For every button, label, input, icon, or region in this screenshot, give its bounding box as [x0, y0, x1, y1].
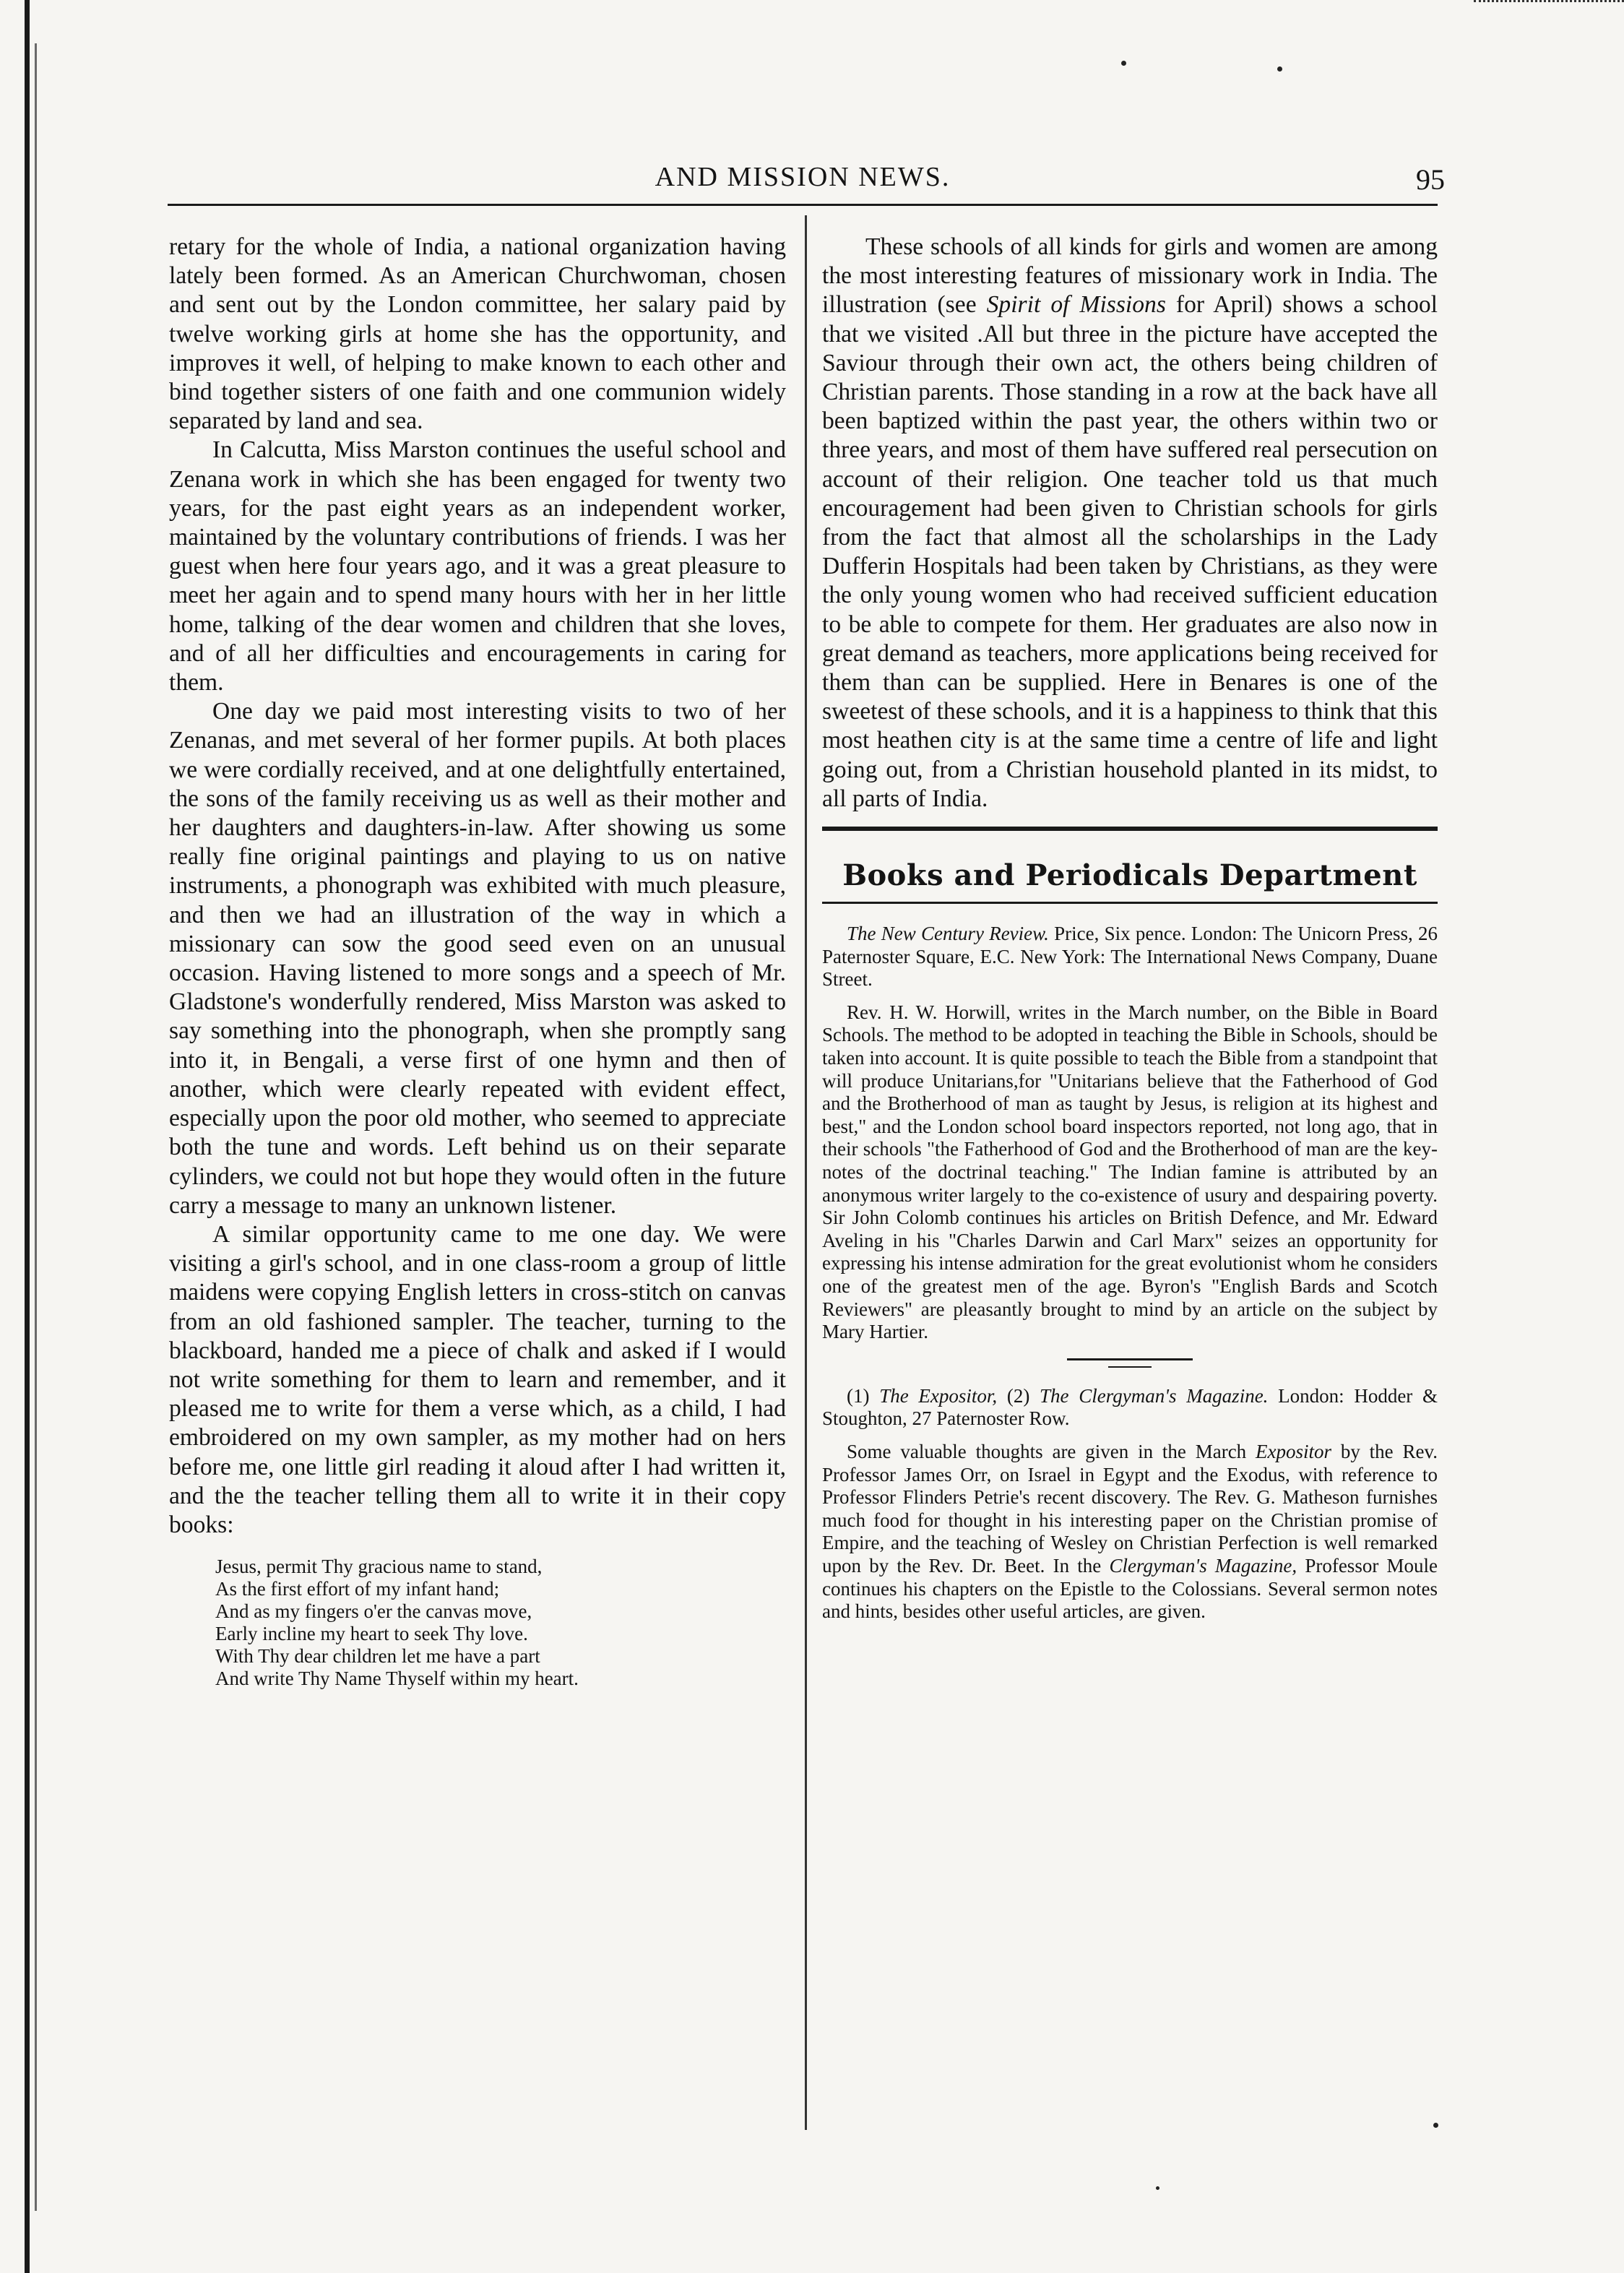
- verse-line: As the first effort of my infant hand;: [215, 1578, 500, 1600]
- scan-speck: [1156, 2186, 1159, 2190]
- italic-title: Spirit of Missions: [986, 291, 1166, 319]
- verse-line: Early incline my heart to seek Thy love.: [215, 1623, 528, 1645]
- section-rule: [822, 827, 1438, 831]
- scan-speck: [1277, 66, 1282, 72]
- left-column: [169, 233, 786, 1690]
- review-citation: (1) The Expositor, (2) The Clergyman's Magazine. London: Hodder & Stoughton, 27 Paternoster Row.: [822, 1384, 1438, 1430]
- publication-title: The Expositor,: [879, 1384, 998, 1407]
- header-rule: [168, 204, 1438, 206]
- verse-line: And as my fingers o'er the canvas move,: [215, 1600, 532, 1623]
- right-column: [822, 233, 1438, 1623]
- review-citation: The New Century Review. Price, Six pence. London: The Unicorn Press, 26 Paternoster Square, E.C. New York: The International News Company, Duane Street.: [822, 923, 1438, 991]
- verse-line: With Thy dear children let me have a part: [215, 1645, 540, 1668]
- separator-rule: [1067, 1358, 1193, 1360]
- review-body: Some valuable thoughts are given in the March Expositor by the Rev. Professor James Orr, on Israel in Egypt and the Exodus, with reference to Professor Flinders Petrie's recent discovery. The Rev. G. Matheson furnishes much food for thought in his interesting paper on the Christian promise of Empire, and the teaching of Wesley on Christian Perfection is well remarked upon by the Rev. Dr. Beet. In the Clergyman's Magazine, Professor Moule continues his chapters on the Epistle to the Colossians. Several sermon notes and hints, besides other useful articles, are given.: [822, 1440, 1438, 1623]
- paragraph: retary for the whole of India, a national organization having lately been formed. As an American Churchwoman, chosen and sent out by the London committee, her salary paid by twelve working girls at home she has the opportunity, and improves it well, of helping to make known to each other and bind together sisters of one faith and one communion widely separated by land and sea.: [169, 233, 786, 435]
- paragraph: One day we paid most interesting visits to two of her Zenanas, and met several of her former pupils. At both places we were cordially received, and at one delightfully entertained, the sons of the family receiving us as well as their mother and her daughters and daughters-in-law. After showing us some really fine original paintings and playing to us on native instruments, a phonograph was exhibited with much pleasure, and then we had an illustration of the way in which a missionary can sow the good seed even on an unusual occasion. Having listened to more songs and a speech of Mr. Gladstone's wonderfully rendered, Miss Marston was asked to say something into the phonograph, when she promptly sang into it, in Bengali, a verse first of one hymn and then of another, which were clearly repeated with evident effect, especially upon the poor old mother, who seemed to appreciate both the tune and words. Left behind us on their separate cylinders, we could not but hope they would often in the future carry a message to many an unknown listener.: [169, 698, 786, 1219]
- page-edge-top: [1474, 0, 1624, 5]
- paragraph: A similar opportunity came to me one day. We were visiting a girl's school, and in one class-room a group of little maidens were copying English letters in cross-stitch on canvas from an old fashioned sampler. The teacher, turning to the blackboard, handed me a piece of chalk and asked if I would not write something for them to learn and remember, and it pleased me to write for them a verse which, as a child, I had embroidered on my own sampler, as my mother had on hers before me, one little girl reading it aloud after I had written it, and the the teacher telling them all to write it in their copy books:: [169, 1220, 786, 1538]
- separator-rule: [1108, 1366, 1152, 1368]
- sampler-verse: [215, 1556, 786, 1690]
- scan-speck: [1433, 2123, 1438, 2128]
- paragraph: In Calcutta, Miss Marston continues the useful school and Zenana work in which she has been engaged for twenty two years, for the past eight years as an independent worker, maintained by the voluntary contributions of friends. I was her guest when here four years ago, and it was a great pleasure to meet her again and to spend many hours with her in her little home, talking of the dear women and children that she loves, and of all her difficulties and encouragements in caring for them.: [169, 436, 786, 696]
- page-number: 95: [1416, 163, 1445, 196]
- section-rule: [822, 902, 1438, 904]
- section-heading: Books and Periodicals Department: [842, 858, 1417, 893]
- page-gutter-line: [35, 43, 37, 2211]
- column-divider: [805, 215, 807, 2130]
- paragraph: These schools of all kinds for girls and women are among the most interesting features of missionary work in India. The illustration (see Spirit of Missions for April) shows a school that we visited .All but three in the picture have accepted the Saviour through their own act, the others being children of Christian parents. Those standing in a row at the back have all been baptized within the past year, the others within two or three years, and most of them have suffered real persecution on account of their religion. One teacher told us that much encouragement had been given to Christian schools for girls from the fact that almost all the scholarships in the Lady Dufferin Hospitals had been taken by Christians, as they were the only young women who had received sufficient education to be able to compete for them. Her graduates are also now in great demand as teachers, more applications being received for them than can be supplied. Here in Benares is one of the sweetest of these schools, and it is a happiness to think that this most heathen city is at the same time a centre of life and light going out, from a Christian household planted in its midst, to all parts of India.: [822, 233, 1438, 812]
- running-header: [168, 158, 1445, 197]
- verse-line: And write Thy Name Thyself within my heart.: [215, 1668, 579, 1690]
- page-edge-shadow: [25, 0, 30, 2273]
- review-body: Rev. H. W. Horwill, writes in the March number, on the Bible in Board Schools. The method to be adopted in teaching the Bible in Schools, should be taken into account. It is quite possible to teach the Bible from a standpoint that will produce Unitarians,for "Unitarians believe that the Fatherhood of God and the Brotherhood of man as taught by Jesus, is religion at its highest and best," and the London school board inspectors reported, not long ago, that in their schools "the Fatherhood of God and the Brotherhood of man are the key-notes of the doctrinal teaching." The Indian famine is attributed by an anonymous writer largely to the co-existence of usury and despairing poverty. Sir John Colomb continues his articles on British Defence, and Mr. Edward Aveling in his "Charles Darwin and Carl Marx" seizes an opportunity for expressing his intense admiration for the great evolutionist whom he considers one of the greatest men of the age. Byron's "English Bards and Scotch Reviewers" are pleasantly brought to mind by an article on the subject by Mary Hartier.: [822, 1001, 1438, 1343]
- running-title: AND MISSION NEWS.: [655, 162, 951, 192]
- scan-speck: [1121, 61, 1126, 66]
- publication-title: The Clergyman's Magazine.: [1040, 1384, 1269, 1407]
- verse-line: Jesus, permit Thy gracious name to stand,: [215, 1556, 543, 1578]
- publication-title: The New Century Review.: [847, 923, 1049, 945]
